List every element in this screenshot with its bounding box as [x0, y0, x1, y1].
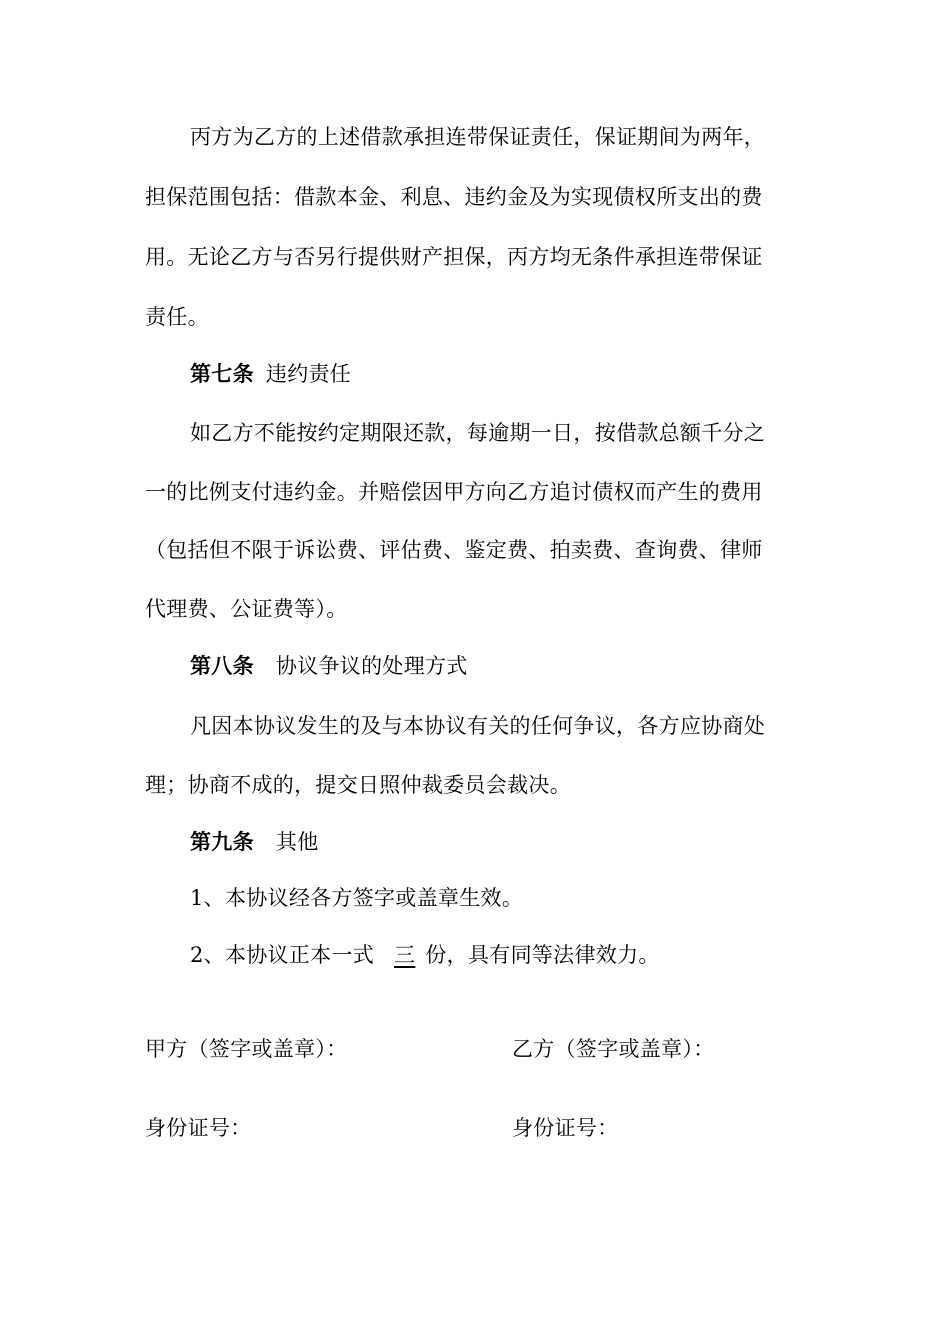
article8-title: 协议争议的处理方式: [275, 654, 468, 678]
article9-heading: [190, 827, 319, 857]
article9-item-2: [190, 940, 660, 970]
party-a-signature-label: 甲方（签字或盖章）：: [145, 1037, 348, 1061]
article7-line-3: （包括但不限于诉讼费、评估费、鉴定费、拍卖费、查询费、律师: [145, 538, 763, 562]
article8-line-2: 理；协商不成的，提交日照仲裁委员会裁决。: [145, 773, 571, 797]
party-a-id-label: 身份证号：: [145, 1116, 252, 1140]
article6-line-1: 丙方为乙方的上述借款承担连带保证责任，保证期间为两年，: [190, 125, 766, 149]
article7-line-1: 如乙方不能按约定期限还款，每逾期一日，按借款总额千分之: [190, 421, 766, 445]
article9-item-2-prefix: 2、本协议正本一式: [190, 943, 375, 967]
article7-number: 第七条: [190, 361, 254, 386]
article7-line-4: 代理费、公证费等）。: [145, 597, 348, 621]
article8-number: 第八条: [190, 653, 254, 678]
party-b-id-label: 身份证号：: [512, 1116, 619, 1140]
copies-count-blank: 三: [394, 943, 416, 967]
article6-line-4: 责任。: [145, 305, 209, 329]
article7-heading: [190, 359, 351, 389]
article8-line-1: 凡因本协议发生的及与本协议有关的任何争议，各方应协商处: [190, 714, 766, 738]
article9-number: 第九条: [190, 829, 254, 854]
article6-line-2: 担保范围包括：借款本金、利息、违约金及为实现债权所支出的费: [145, 185, 763, 209]
article9-title: 其他: [275, 830, 319, 854]
article9-item-2-suffix: 份，具有同等法律效力。: [425, 943, 660, 967]
article6-line-3: 用。无论乙方与否另行提供财产担保，丙方均无条件承担连带保证: [145, 245, 763, 269]
article7-line-2: 一的比例支付违约金。并赔偿因甲方向乙方追讨债权而产生的费用: [145, 480, 763, 504]
article9-item-1: 1、本协议经各方签字或盖章生效。: [190, 886, 524, 910]
party-b-signature-label: 乙方（签字或盖章）：: [512, 1037, 715, 1061]
article8-heading: [190, 651, 468, 681]
article7-title: 违约责任: [265, 362, 352, 386]
